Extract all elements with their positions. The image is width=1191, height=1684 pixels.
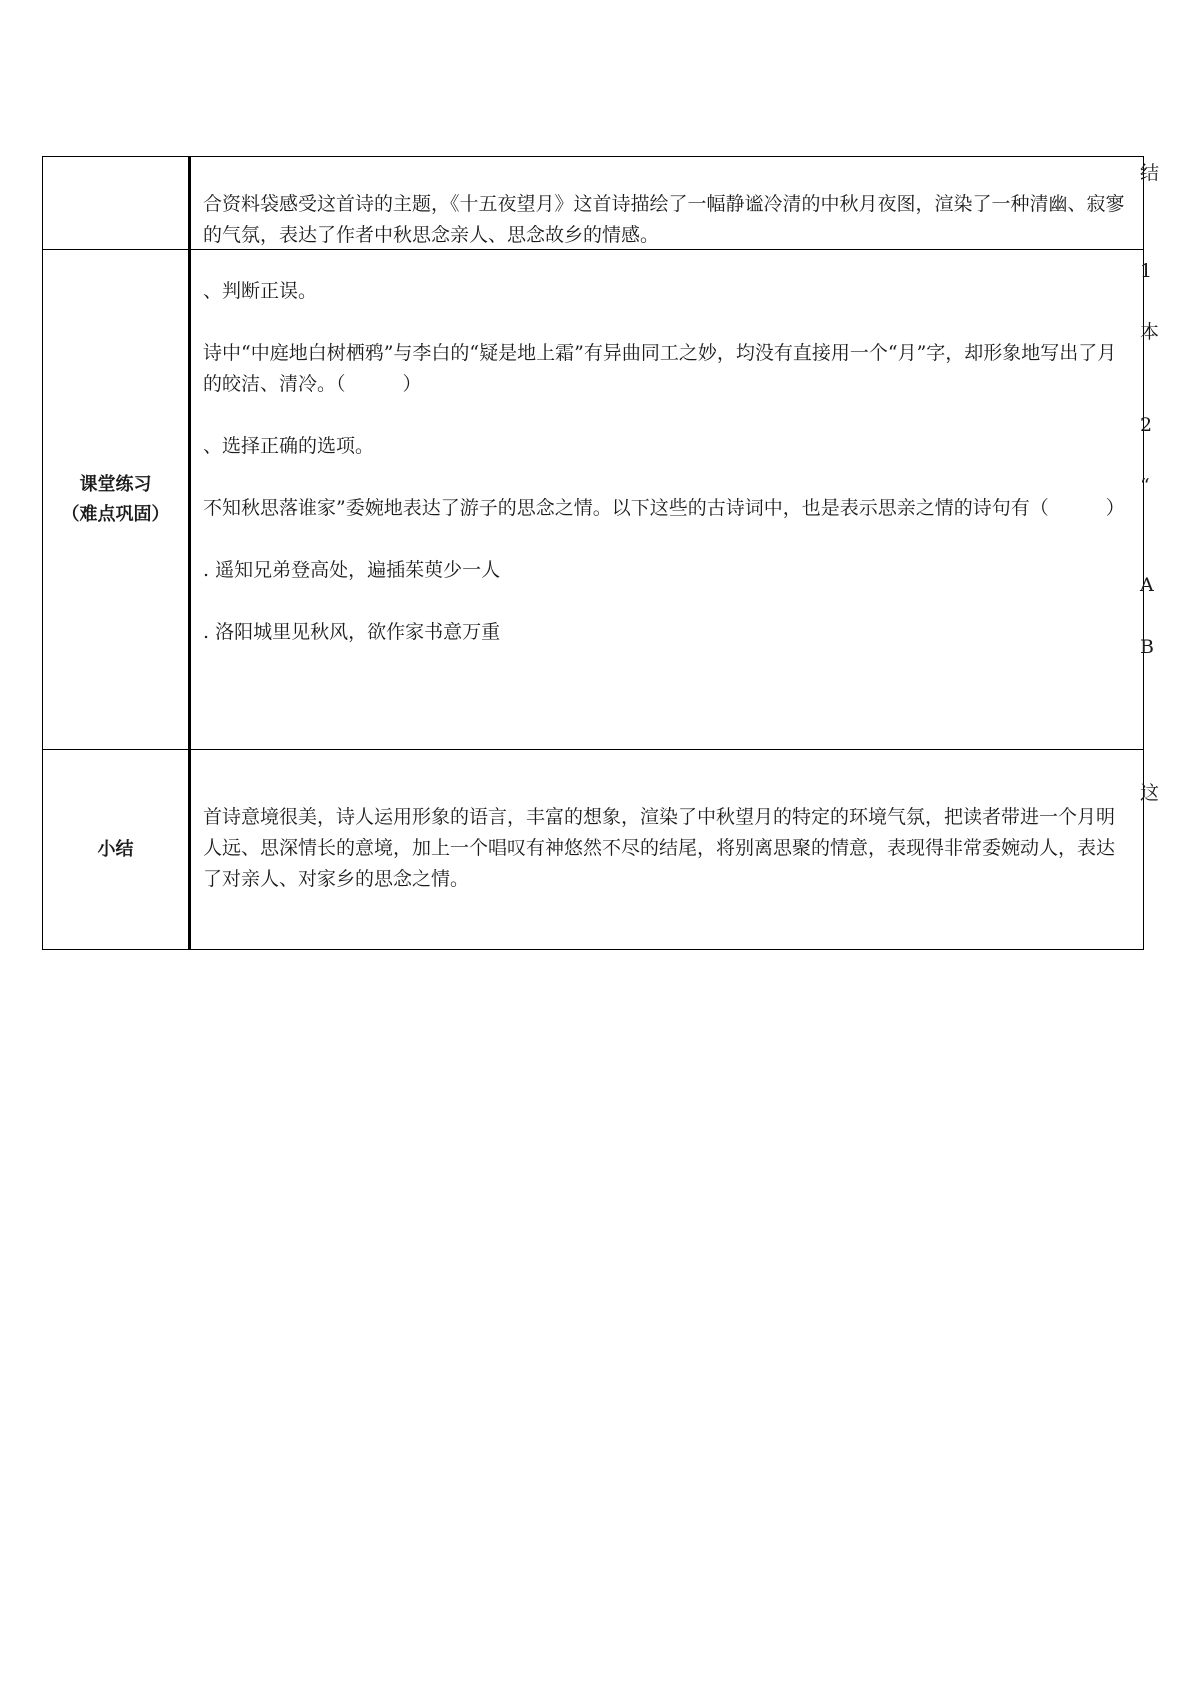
label-line: （难点巩固）	[61, 503, 170, 525]
paragraph: 首诗意境很美，诗人运用形象的语言，丰富的想象，渲染了中秋望月的特定的环境气氛，把读者带进一个月明人远、思深情长的意境，加上一个唱叹有神悠然不尽的结尾，将别离思聚的情意，表现得非常委婉动人，表达了对亲人、对家乡的思念之情。	[203, 806, 1116, 890]
option-b: . 洛阳城里见秋风，欲作家书意万重	[203, 621, 501, 643]
margin-char: A	[1140, 574, 1154, 596]
question-text: 不知秋思落谁家”委婉地表达了游子的思念之情。以下这些的古诗词中，也是表示思亲之情的诗句有（ ）	[203, 497, 1125, 519]
margin-char: “	[1140, 475, 1150, 497]
table-row	[43, 250, 1143, 750]
option-a: . 遥知兄弟登高处，遍插茱萸少一人	[203, 559, 501, 581]
margin-char: 结	[1140, 162, 1160, 184]
paragraph: 合资料袋感受这首诗的主题，《十五夜望月》这首诗描绘了一幅静谧冷清的中秋月夜图，渲染了一种清幽、寂寥的气氛，表达了作者中秋思念亲人、思念故乡的情感。	[203, 193, 1125, 246]
margin-char: 2	[1140, 414, 1153, 436]
table-row	[43, 157, 1143, 250]
question-heading: 、选择正确的选项。	[203, 435, 375, 457]
lesson-table	[42, 156, 1144, 950]
row-label-practice	[43, 250, 191, 749]
label-line: 小结	[97, 838, 134, 860]
margin-char: B	[1140, 636, 1154, 658]
label-line: 课堂练习	[79, 473, 152, 495]
table-row	[43, 750, 1143, 949]
question-heading: 、判断正误。	[203, 280, 318, 302]
row-label-summary	[43, 750, 191, 949]
row-label-empty	[43, 157, 191, 249]
row-content	[191, 750, 1143, 949]
row-content	[191, 157, 1143, 249]
margin-char: 1	[1140, 260, 1153, 282]
question-text: 诗中“中庭地白树栖鸦”与李白的“疑是地上霜”有异曲同工之妙，均没有直接用一个“月”字，却形象地写出了月的皎洁、清冷。（ ）	[203, 342, 1117, 395]
row-content	[191, 250, 1143, 749]
margin-char: 这	[1140, 782, 1160, 804]
margin-char: 本	[1140, 321, 1160, 343]
